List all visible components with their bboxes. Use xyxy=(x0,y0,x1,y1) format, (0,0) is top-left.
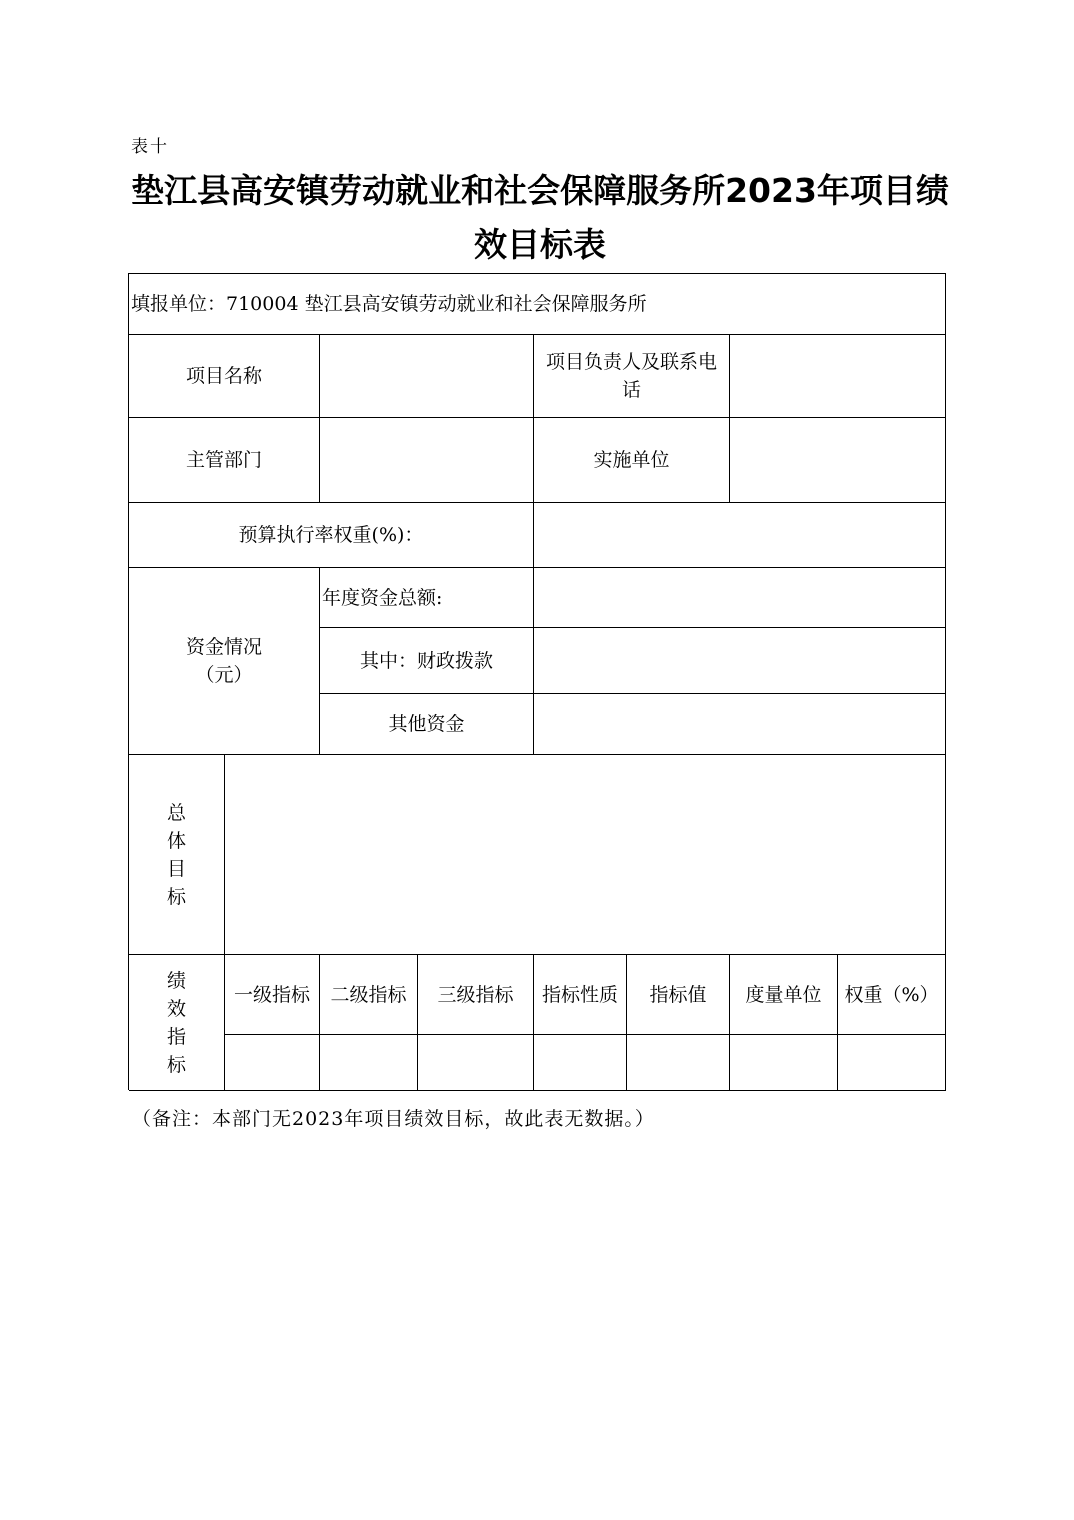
budget-weight-value xyxy=(534,503,946,568)
overall-goal-label: 总体目标 xyxy=(129,755,225,955)
project-name-label: 项目名称 xyxy=(129,335,320,418)
perf-cell xyxy=(320,1035,418,1091)
perf-cell xyxy=(534,1035,627,1091)
perf-header-value: 指标值 xyxy=(627,955,730,1035)
page-title-line2: 效目标表 xyxy=(474,225,606,264)
perf-cell xyxy=(730,1035,838,1091)
other-funds-value xyxy=(534,694,946,755)
perf-cell xyxy=(225,1035,320,1091)
perf-header-unit: 度量单位 xyxy=(730,955,838,1035)
perf-indicators-label: 绩效指标 xyxy=(129,955,225,1091)
perf-header-level2: 二级指标 xyxy=(320,955,418,1035)
annual-total-value xyxy=(534,568,946,628)
impl-label: 实施单位 xyxy=(534,418,730,503)
perf-cell xyxy=(418,1035,534,1091)
perf-header-level1: 一级指标 xyxy=(225,955,320,1035)
manager-value xyxy=(730,335,946,418)
perf-cell xyxy=(838,1035,946,1091)
funds-label: 资金情况（元） xyxy=(129,568,320,755)
dept-value xyxy=(320,418,534,503)
performance-table xyxy=(128,273,946,1090)
table-label: 表十 xyxy=(131,137,169,157)
annual-total-label: 年度资金总额: xyxy=(320,568,534,628)
perf-header-nature: 指标性质 xyxy=(534,955,627,1035)
fiscal-value xyxy=(534,628,946,694)
overall-goal-value xyxy=(225,755,946,955)
fiscal-label: 其中：财政拨款 xyxy=(320,628,534,694)
project-name-value xyxy=(320,335,534,418)
other-funds-label: 其他资金 xyxy=(320,694,534,755)
perf-header-weight: 权重（%） xyxy=(838,955,946,1035)
perf-header-level3: 三级指标 xyxy=(418,955,534,1035)
impl-value xyxy=(730,418,946,503)
perf-cell xyxy=(627,1035,730,1091)
manager-label: 项目负责人及联系电话 xyxy=(534,335,730,418)
budget-weight-label: 预算执行率权重(%)： xyxy=(129,503,534,568)
page-title: 垫江县高安镇劳动就业和社会保障服务所2023年项目绩 xyxy=(131,171,949,210)
footnote: （备注：本部门无2023年项目绩效目标，故此表无数据。） xyxy=(132,1108,655,1130)
dept-label: 主管部门 xyxy=(129,418,320,503)
reporting-unit: 填报单位：710004 垫江县高安镇劳动就业和社会保障服务所 xyxy=(129,274,946,335)
